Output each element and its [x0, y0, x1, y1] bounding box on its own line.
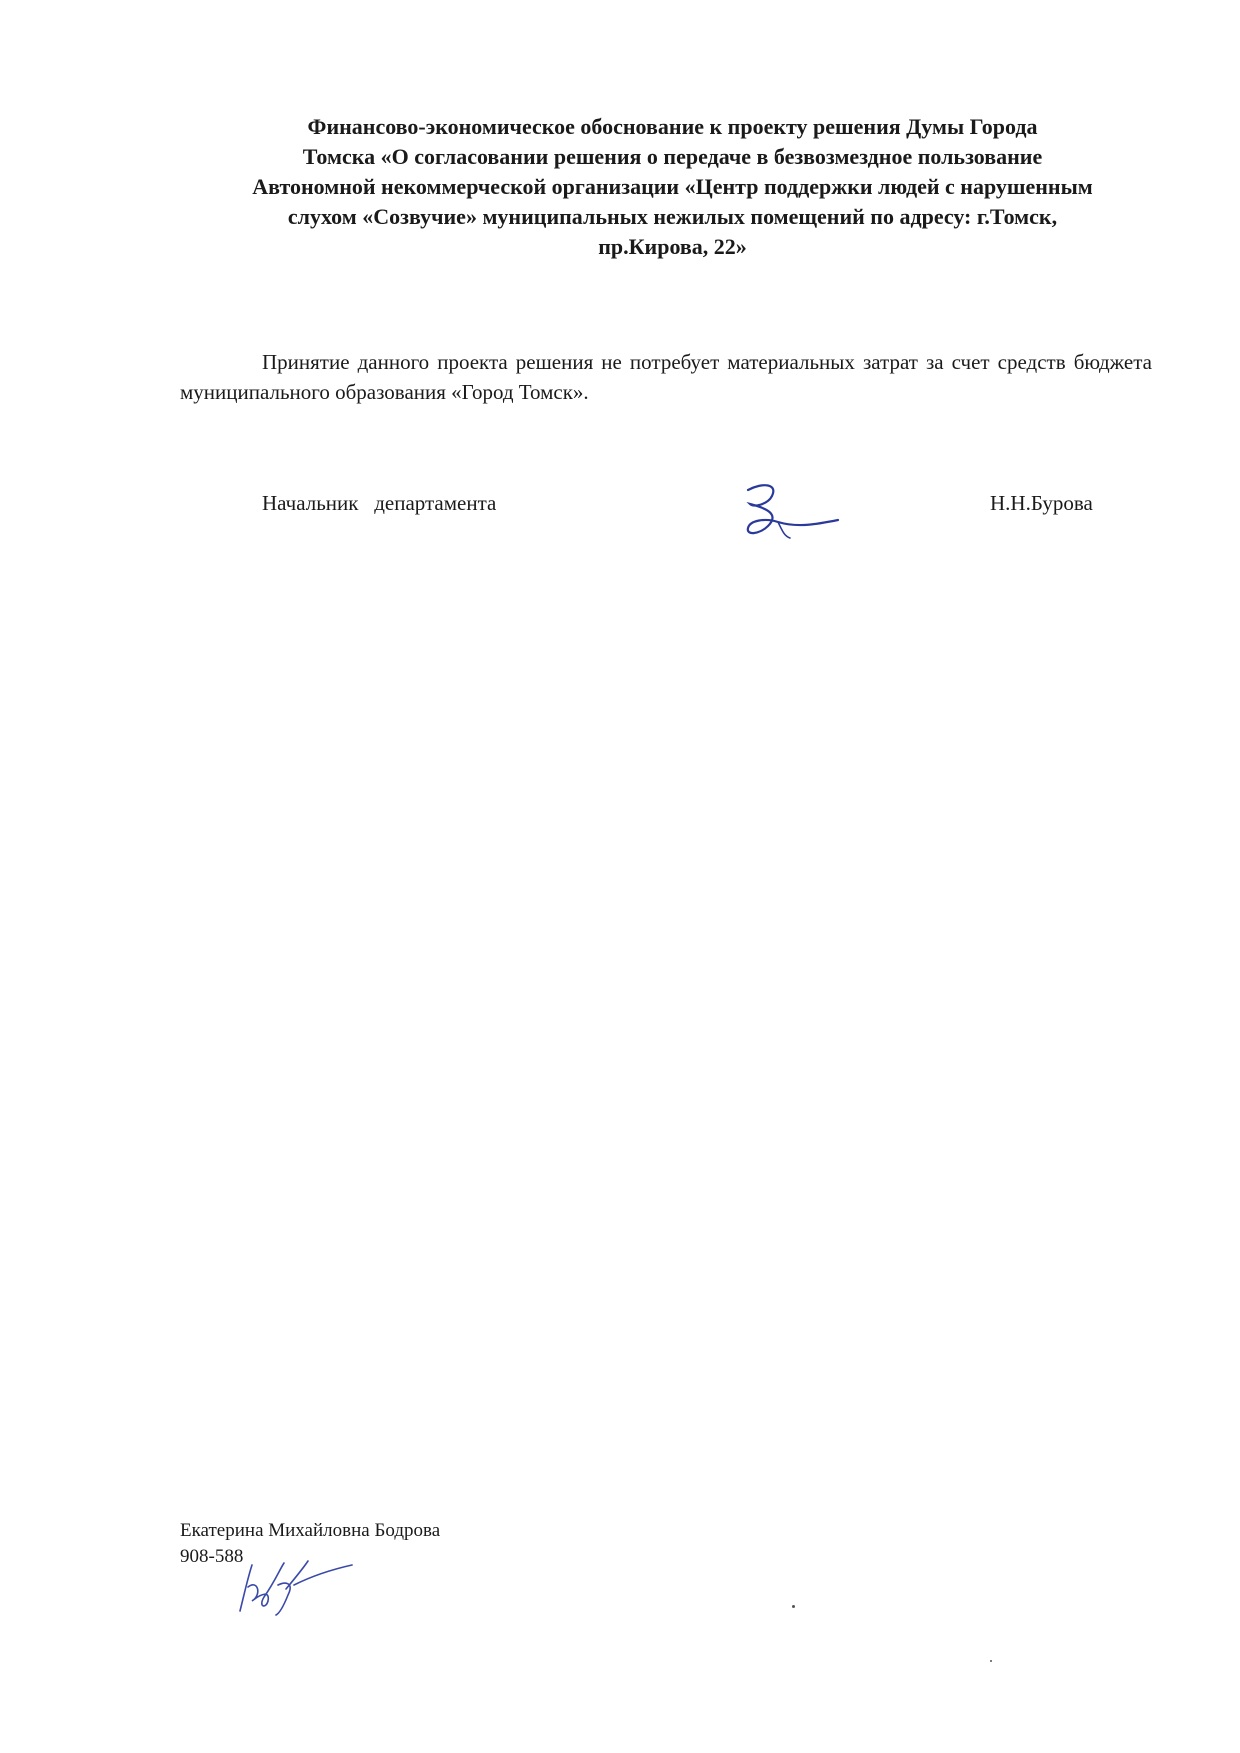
- title-line-1: Финансово-экономическое обоснование к проекту решения Думы Города: [307, 114, 1038, 139]
- title-line-4: слухом «Созвучие» муниципальных нежилых помещений по адресу: г.Томск,: [287, 204, 1058, 229]
- body-paragraph: [180, 347, 1152, 407]
- executor-phone: 908-588: [180, 1546, 244, 1567]
- signatory-position: Начальник департамента: [262, 491, 497, 515]
- body-paragraph-text: Принятие данного проекта решения не потребует материальных затрат за счет средств бюджета муниципального образования «Город Томск».: [180, 350, 1152, 404]
- scan-speck: [792, 1605, 795, 1608]
- title-line-5: пр.Кирова, 22»: [598, 234, 747, 259]
- signatory-signature-icon: [738, 478, 843, 546]
- signatory-name: Н.Н.Бурова: [990, 491, 1093, 515]
- scan-speck: [990, 1660, 992, 1662]
- title-line-2: Томска «О согласовании решения о передаче в безвозмездное пользование: [302, 144, 1043, 169]
- title-line-3: Автономной некоммерческой организации «Центр поддержки людей с нарушенным: [252, 174, 1093, 199]
- executor-name: Екатерина Михайловна Бодрова: [180, 1520, 441, 1541]
- document-title: [185, 112, 1160, 262]
- executor-signature-icon: [234, 1555, 354, 1617]
